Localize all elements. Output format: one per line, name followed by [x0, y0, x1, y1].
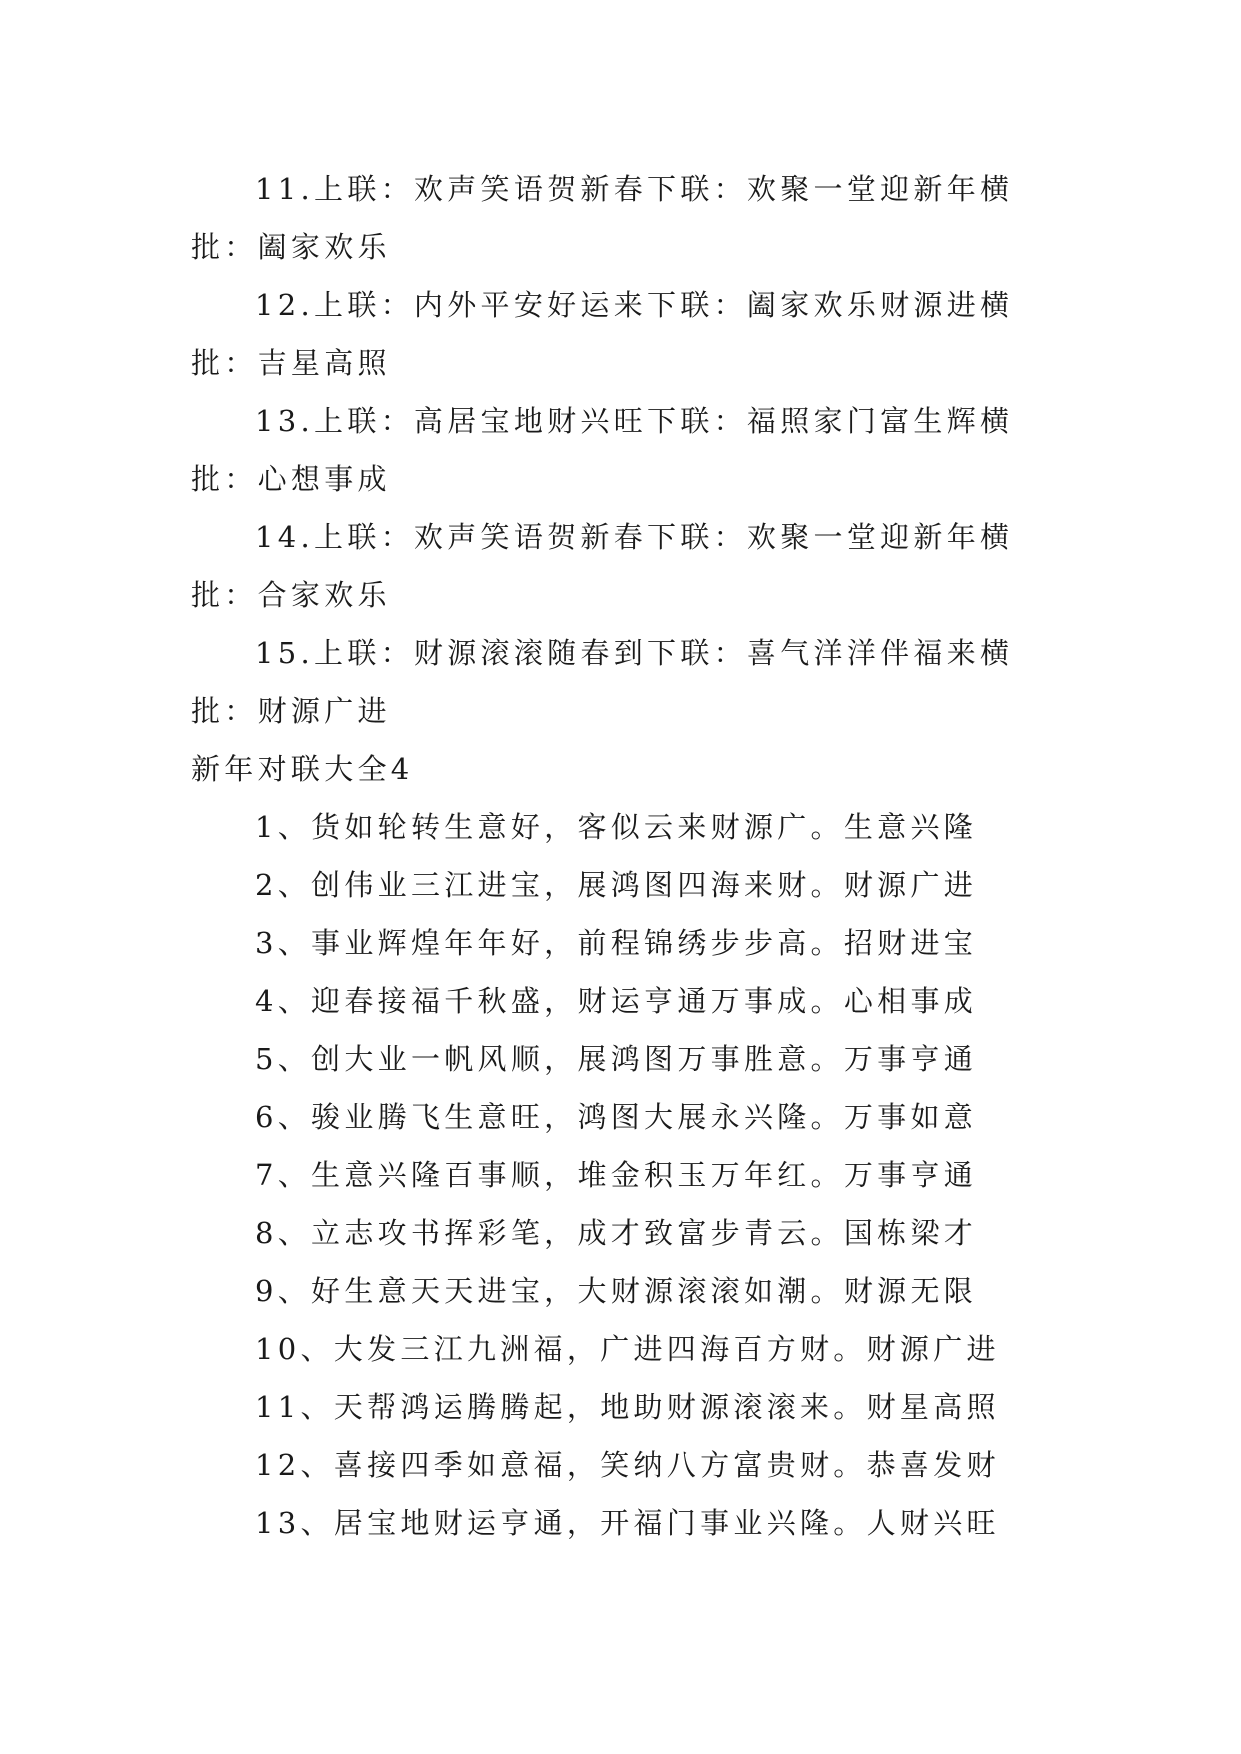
couplet-paragraph: 11.上联：欢声笑语贺新春下联：欢聚一堂迎新年横批：阖家欢乐: [191, 172, 1014, 264]
section-title: 新年对联大全4: [191, 752, 414, 786]
list-item: 13、居宝地财运亨通，开福门事业兴隆。人财兴旺: [255, 1506, 1000, 1540]
list-item: 12、喜接四季如意福，笑纳八方富贵财。恭喜发财: [255, 1448, 1000, 1482]
list-item: 7、生意兴隆百事顺，堆金积玉万年红。万事亨通: [255, 1158, 978, 1192]
couplet-paragraph: 12.上联：内外平安好运来下联：阖家欢乐财源进横批：吉星高照: [191, 288, 1014, 380]
list-item: 4、迎春接福千秋盛，财运亨通万事成。心相事成: [255, 984, 978, 1018]
list-item: 11、天帮鸿运腾腾起，地助财源滚滚来。财星高照: [255, 1390, 1000, 1424]
list-item: 1、货如轮转生意好，客似云来财源广。生意兴隆: [255, 810, 978, 844]
list-item: 5、创大业一帆风顺，展鸿图万事胜意。万事亨通: [255, 1042, 978, 1076]
list-item: 8、立志攻书挥彩笔，成才致富步青云。国栋梁才: [255, 1216, 978, 1250]
document-body: [191, 160, 1071, 1552]
list-item: 2、创伟业三江进宝，展鸿图四海来财。财源广进: [255, 868, 978, 902]
list-item: 9、好生意天天进宝，大财源滚滚如潮。财源无限: [255, 1274, 978, 1308]
couplet-paragraph: 14.上联：欢声笑语贺新春下联：欢聚一堂迎新年横批：合家欢乐: [191, 520, 1014, 612]
list-item: 3、事业辉煌年年好，前程锦绣步步高。招财进宝: [255, 926, 978, 960]
couplet-paragraph: 13.上联：高居宝地财兴旺下联：福照家门富生辉横批：心想事成: [191, 404, 1014, 496]
list-item: 10、大发三江九洲福，广进四海百方财。财源广进: [255, 1332, 1000, 1366]
list-item: 6、骏业腾飞生意旺，鸿图大展永兴隆。万事如意: [255, 1100, 978, 1134]
couplet-paragraph: 15.上联：财源滚滚随春到下联：喜气洋洋伴福来横批：财源广进: [191, 636, 1014, 728]
